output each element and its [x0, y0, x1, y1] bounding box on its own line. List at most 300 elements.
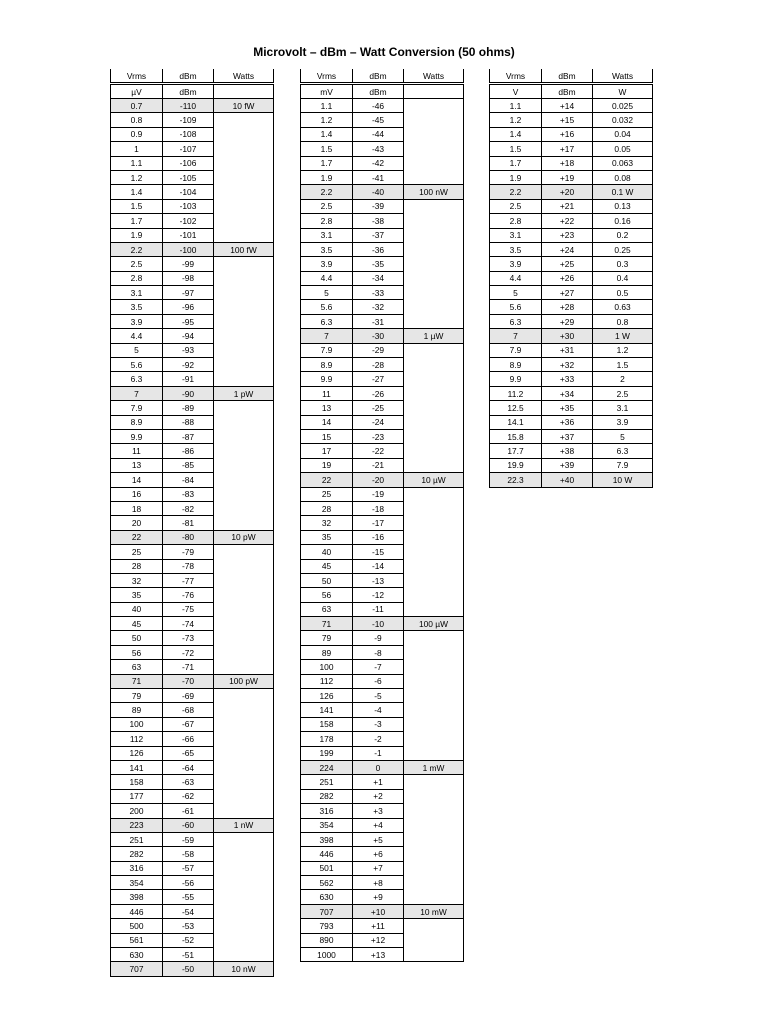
- cell-vrms: 1.5: [490, 142, 542, 156]
- cell-watts: 10 mW: [404, 904, 464, 918]
- cell-dbm: +29: [542, 314, 593, 328]
- cell-watts: [214, 170, 274, 184]
- cell-watts: [404, 199, 464, 213]
- cell-vrms: 6.3: [111, 372, 163, 386]
- cell-dbm: +22: [542, 214, 593, 228]
- cell-watts: [404, 429, 464, 443]
- cell-watts: [214, 602, 274, 616]
- table-row: [111, 444, 274, 458]
- cell-watts: [404, 501, 464, 515]
- cell-dbm: +30: [542, 329, 593, 343]
- cell-dbm: -12: [353, 588, 404, 602]
- cell-vrms: 200: [111, 804, 163, 818]
- cell-vrms: 56: [111, 645, 163, 659]
- cell-vrms: 22: [111, 530, 163, 544]
- table-row: [301, 645, 464, 659]
- cell-dbm: -8: [353, 645, 404, 659]
- cell-watts: [404, 948, 464, 962]
- table-row: [301, 919, 464, 933]
- cell-watts: [404, 142, 464, 156]
- cell-vrms: 12.5: [490, 401, 542, 415]
- cell-watts: [404, 775, 464, 789]
- table-row: [301, 933, 464, 947]
- cell-watts: 0.4: [593, 271, 653, 285]
- table-row: [111, 818, 274, 832]
- table-row: [301, 832, 464, 846]
- cell-dbm: +3: [353, 804, 404, 818]
- cell-watts: [404, 516, 464, 530]
- cell-vrms: 177: [111, 789, 163, 803]
- cell-watts: [214, 372, 274, 386]
- cell-watts: [404, 99, 464, 113]
- unit-dbm: dBm: [353, 84, 404, 99]
- cell-watts: [404, 127, 464, 141]
- cell-vrms: 141: [111, 760, 163, 774]
- cell-dbm: +28: [542, 300, 593, 314]
- cell-vrms: 707: [111, 962, 163, 976]
- cell-vrms: 446: [111, 904, 163, 918]
- cell-watts: [214, 573, 274, 587]
- cell-vrms: 25: [111, 545, 163, 559]
- cell-dbm: -33: [353, 286, 404, 300]
- cell-vrms: 13: [111, 458, 163, 472]
- cell-watts: [404, 847, 464, 861]
- cell-dbm: -58: [163, 847, 214, 861]
- table-row: [111, 789, 274, 803]
- cell-watts: 0.16: [593, 214, 653, 228]
- conversion-table-volt: [489, 69, 653, 488]
- cell-vrms: 0.8: [111, 113, 163, 127]
- cell-dbm: +33: [542, 372, 593, 386]
- cell-watts: [404, 789, 464, 803]
- table-row: [301, 689, 464, 703]
- cell-watts: 0.04: [593, 127, 653, 141]
- cell-watts: 1.5: [593, 358, 653, 372]
- cell-vrms: 7: [111, 386, 163, 400]
- table-row: [490, 286, 653, 300]
- cell-dbm: -103: [163, 199, 214, 213]
- cell-vrms: 35: [301, 530, 353, 544]
- column-header-vrms: Vrms: [301, 69, 353, 84]
- table-row: [301, 530, 464, 544]
- table-row: [301, 789, 464, 803]
- cell-vrms: 5.6: [490, 300, 542, 314]
- cell-vrms: 56: [301, 588, 353, 602]
- cell-watts: [214, 919, 274, 933]
- cell-watts: [404, 242, 464, 256]
- table-row: [301, 343, 464, 357]
- cell-watts: [214, 890, 274, 904]
- cell-watts: 0.032: [593, 113, 653, 127]
- cell-watts: [404, 559, 464, 573]
- cell-watts: [214, 300, 274, 314]
- cell-dbm: -17: [353, 516, 404, 530]
- cell-dbm: -52: [163, 933, 214, 947]
- cell-vrms: 8.9: [111, 415, 163, 429]
- cell-vrms: 224: [301, 760, 353, 774]
- cell-dbm: -11: [353, 602, 404, 616]
- cell-vrms: 11.2: [490, 386, 542, 400]
- table-row: [301, 228, 464, 242]
- cell-vrms: 35: [111, 588, 163, 602]
- cell-dbm: -53: [163, 919, 214, 933]
- cell-dbm: -41: [353, 170, 404, 184]
- cell-vrms: 17: [301, 444, 353, 458]
- cell-vrms: 6.3: [490, 314, 542, 328]
- cell-watts: 0.25: [593, 242, 653, 256]
- cell-dbm: -57: [163, 861, 214, 875]
- cell-vrms: 126: [111, 746, 163, 760]
- cell-watts: [404, 602, 464, 616]
- cell-watts: 0.13: [593, 199, 653, 213]
- table-row: [301, 314, 464, 328]
- cell-dbm: -2: [353, 732, 404, 746]
- cell-dbm: -105: [163, 170, 214, 184]
- table-row: [301, 473, 464, 487]
- cell-watts: [214, 617, 274, 631]
- cell-dbm: +20: [542, 185, 593, 199]
- cell-dbm: -104: [163, 185, 214, 199]
- table-row: [490, 358, 653, 372]
- cell-dbm: +13: [353, 948, 404, 962]
- table-row: [111, 760, 274, 774]
- unit-watts: [404, 84, 464, 99]
- cell-dbm: -3: [353, 717, 404, 731]
- cell-vrms: 3.1: [490, 228, 542, 242]
- table-row: [301, 732, 464, 746]
- table-row: [301, 358, 464, 372]
- cell-dbm: -45: [353, 113, 404, 127]
- table-row: [301, 415, 464, 429]
- cell-watts: [404, 314, 464, 328]
- cell-vrms: 7.9: [490, 343, 542, 357]
- cell-dbm: -66: [163, 732, 214, 746]
- cell-watts: [404, 271, 464, 285]
- table-row: [301, 904, 464, 918]
- cell-dbm: -19: [353, 487, 404, 501]
- cell-dbm: +32: [542, 358, 593, 372]
- table-row: [301, 890, 464, 904]
- cell-dbm: -110: [163, 99, 214, 113]
- table-row: [490, 170, 653, 184]
- cell-watts: 3.9: [593, 415, 653, 429]
- table-row: [301, 804, 464, 818]
- cell-watts: [404, 487, 464, 501]
- cell-watts: 100 nW: [404, 185, 464, 199]
- cell-vrms: 561: [111, 933, 163, 947]
- cell-vrms: 630: [111, 948, 163, 962]
- cell-vrms: 5: [111, 343, 163, 357]
- table-row: [111, 545, 274, 559]
- cell-vrms: 3.5: [490, 242, 542, 256]
- cell-vrms: 3.5: [111, 300, 163, 314]
- cell-vrms: 1.1: [301, 99, 353, 113]
- cell-dbm: -76: [163, 588, 214, 602]
- cell-watts: [214, 832, 274, 846]
- cell-vrms: 45: [301, 559, 353, 573]
- cell-vrms: 22.3: [490, 473, 542, 487]
- cell-watts: 2: [593, 372, 653, 386]
- cell-dbm: -86: [163, 444, 214, 458]
- cell-vrms: 1.7: [490, 156, 542, 170]
- cell-watts: [404, 573, 464, 587]
- cell-dbm: +11: [353, 919, 404, 933]
- cell-watts: 10 nW: [214, 962, 274, 976]
- cell-watts: [214, 588, 274, 602]
- table-row: [111, 199, 274, 213]
- cell-dbm: +2: [353, 789, 404, 803]
- cell-vrms: 5: [490, 286, 542, 300]
- table-row: [301, 372, 464, 386]
- table-row: [301, 703, 464, 717]
- cell-dbm: -91: [163, 372, 214, 386]
- cell-vrms: 316: [301, 804, 353, 818]
- cell-vrms: 6.3: [301, 314, 353, 328]
- table-row: [111, 933, 274, 947]
- cell-watts: [404, 257, 464, 271]
- cell-watts: [404, 703, 464, 717]
- table-row: [301, 717, 464, 731]
- cell-watts: [214, 487, 274, 501]
- column-header-watts: Watts: [404, 69, 464, 84]
- cell-watts: 3.1: [593, 401, 653, 415]
- cell-dbm: +17: [542, 142, 593, 156]
- table-row: [111, 746, 274, 760]
- cell-dbm: -35: [353, 257, 404, 271]
- cell-watts: [214, 775, 274, 789]
- cell-vrms: 3.9: [111, 314, 163, 328]
- cell-vrms: 2.2: [490, 185, 542, 199]
- cell-vrms: 9.9: [111, 429, 163, 443]
- cell-vrms: 354: [111, 876, 163, 890]
- cell-watts: 0.3: [593, 257, 653, 271]
- table-row: [111, 732, 274, 746]
- cell-dbm: +36: [542, 415, 593, 429]
- table-row: [111, 876, 274, 890]
- table-row: [301, 516, 464, 530]
- table-row: [111, 271, 274, 285]
- cell-vrms: 2.2: [111, 242, 163, 256]
- cell-vrms: 199: [301, 746, 353, 760]
- cell-dbm: -68: [163, 703, 214, 717]
- cell-watts: [404, 876, 464, 890]
- cell-dbm: -22: [353, 444, 404, 458]
- cell-vrms: 3.1: [301, 228, 353, 242]
- cell-vrms: 1.1: [490, 99, 542, 113]
- cell-watts: [404, 631, 464, 645]
- table-row: [111, 516, 274, 530]
- cell-vrms: 1.4: [111, 185, 163, 199]
- cell-vrms: 398: [301, 832, 353, 846]
- cell-vrms: 19: [301, 458, 353, 472]
- table-row: [111, 458, 274, 472]
- cell-watts: 1 W: [593, 329, 653, 343]
- cell-dbm: +8: [353, 876, 404, 890]
- cell-vrms: 178: [301, 732, 353, 746]
- table-row: [490, 199, 653, 213]
- cell-vrms: 398: [111, 890, 163, 904]
- cell-vrms: 282: [301, 789, 353, 803]
- cell-watts: [214, 789, 274, 803]
- cell-vrms: 158: [111, 775, 163, 789]
- table-row: [111, 530, 274, 544]
- table-row: [490, 99, 653, 113]
- cell-dbm: -73: [163, 631, 214, 645]
- cell-vrms: 251: [301, 775, 353, 789]
- table-row: [111, 372, 274, 386]
- table-row: [111, 588, 274, 602]
- table-row: [111, 617, 274, 631]
- cell-dbm: -89: [163, 401, 214, 415]
- cell-vrms: 223: [111, 818, 163, 832]
- cell-dbm: -46: [353, 99, 404, 113]
- cell-vrms: 8.9: [301, 358, 353, 372]
- cell-vrms: 2.8: [111, 271, 163, 285]
- cell-watts: [404, 372, 464, 386]
- cell-vrms: 28: [301, 501, 353, 515]
- cell-vrms: 2.5: [111, 257, 163, 271]
- cell-dbm: -54: [163, 904, 214, 918]
- cell-watts: 10 fW: [214, 99, 274, 113]
- cell-watts: 100 fW: [214, 242, 274, 256]
- table-row: [111, 415, 274, 429]
- page-title: Microvolt – dBm – Watt Conversion (50 ohms): [253, 45, 515, 59]
- cell-vrms: 9.9: [490, 372, 542, 386]
- cell-watts: 0.08: [593, 170, 653, 184]
- table-row: [111, 386, 274, 400]
- table-row: [301, 876, 464, 890]
- table-row: [111, 689, 274, 703]
- table-row: [301, 142, 464, 156]
- table-row: [490, 300, 653, 314]
- table-row: [301, 401, 464, 415]
- table-row: [490, 113, 653, 127]
- cell-vrms: 18: [111, 501, 163, 515]
- cell-watts: [214, 703, 274, 717]
- column-header-vrms: Vrms: [111, 69, 163, 84]
- table-row: [301, 861, 464, 875]
- cell-vrms: 3.1: [111, 286, 163, 300]
- cell-dbm: -5: [353, 689, 404, 703]
- cell-dbm: -59: [163, 832, 214, 846]
- table-row: [490, 386, 653, 400]
- cell-vrms: 1.2: [301, 113, 353, 127]
- cell-dbm: +9: [353, 890, 404, 904]
- cell-dbm: -69: [163, 689, 214, 703]
- cell-dbm: -62: [163, 789, 214, 803]
- cell-vrms: 1.1: [111, 156, 163, 170]
- cell-watts: [214, 861, 274, 875]
- cell-watts: [404, 156, 464, 170]
- cell-watts: [214, 401, 274, 415]
- cell-watts: [214, 545, 274, 559]
- cell-watts: 5: [593, 429, 653, 443]
- table-row: [301, 674, 464, 688]
- cell-dbm: +23: [542, 228, 593, 242]
- cell-vrms: 40: [111, 602, 163, 616]
- cell-dbm: +18: [542, 156, 593, 170]
- column-header-dbm: dBm: [163, 69, 214, 84]
- table-row: [301, 286, 464, 300]
- cell-dbm: +1: [353, 775, 404, 789]
- cell-watts: [404, 415, 464, 429]
- table-row: [111, 674, 274, 688]
- cell-vrms: 1.7: [111, 214, 163, 228]
- cell-watts: [214, 847, 274, 861]
- cell-vrms: 2.5: [301, 199, 353, 213]
- table-row: [490, 372, 653, 386]
- cell-dbm: -75: [163, 602, 214, 616]
- cell-watts: [214, 185, 274, 199]
- cell-vrms: 501: [301, 861, 353, 875]
- cell-watts: [214, 948, 274, 962]
- cell-vrms: 1.2: [490, 113, 542, 127]
- table-row: [111, 228, 274, 242]
- cell-watts: 6.3: [593, 444, 653, 458]
- cell-dbm: -26: [353, 386, 404, 400]
- cell-watts: [214, 343, 274, 357]
- cell-vrms: 1.5: [301, 142, 353, 156]
- table-row: [111, 401, 274, 415]
- table-row: [490, 185, 653, 199]
- table-row: [111, 127, 274, 141]
- table-row: [301, 948, 464, 962]
- cell-watts: [214, 645, 274, 659]
- cell-vrms: 707: [301, 904, 353, 918]
- cell-vrms: 100: [301, 660, 353, 674]
- cell-vrms: 354: [301, 818, 353, 832]
- cell-dbm: -10: [353, 617, 404, 631]
- cell-vrms: 2.5: [490, 199, 542, 213]
- cell-dbm: -90: [163, 386, 214, 400]
- column-header-vrms: Vrms: [490, 69, 542, 84]
- cell-watts: [404, 228, 464, 242]
- cell-dbm: +15: [542, 113, 593, 127]
- unit-vrms: mV: [301, 84, 353, 99]
- cell-vrms: 100: [111, 717, 163, 731]
- cell-watts: [404, 717, 464, 731]
- table-row: [301, 818, 464, 832]
- cell-watts: [214, 214, 274, 228]
- cell-dbm: -79: [163, 545, 214, 559]
- table-row: [301, 214, 464, 228]
- table-row: [490, 329, 653, 343]
- cell-vrms: 79: [111, 689, 163, 703]
- table-row: [301, 170, 464, 184]
- table-row: [111, 962, 274, 976]
- cell-dbm: -40: [353, 185, 404, 199]
- cell-dbm: -92: [163, 358, 214, 372]
- cell-watts: [404, 746, 464, 760]
- cell-watts: [214, 804, 274, 818]
- cell-vrms: 4.4: [301, 271, 353, 285]
- cell-watts: 7.9: [593, 458, 653, 472]
- cell-watts: [214, 142, 274, 156]
- table-row: [111, 358, 274, 372]
- cell-watts: [214, 876, 274, 890]
- cell-dbm: 0: [353, 760, 404, 774]
- cell-dbm: +35: [542, 401, 593, 415]
- cell-dbm: -1: [353, 746, 404, 760]
- cell-vrms: 562: [301, 876, 353, 890]
- cell-vrms: 22: [301, 473, 353, 487]
- cell-vrms: 446: [301, 847, 353, 861]
- cell-vrms: 3.9: [301, 257, 353, 271]
- cell-watts: [214, 717, 274, 731]
- table-row: [111, 832, 274, 846]
- table-row: [111, 314, 274, 328]
- cell-vrms: 19.9: [490, 458, 542, 472]
